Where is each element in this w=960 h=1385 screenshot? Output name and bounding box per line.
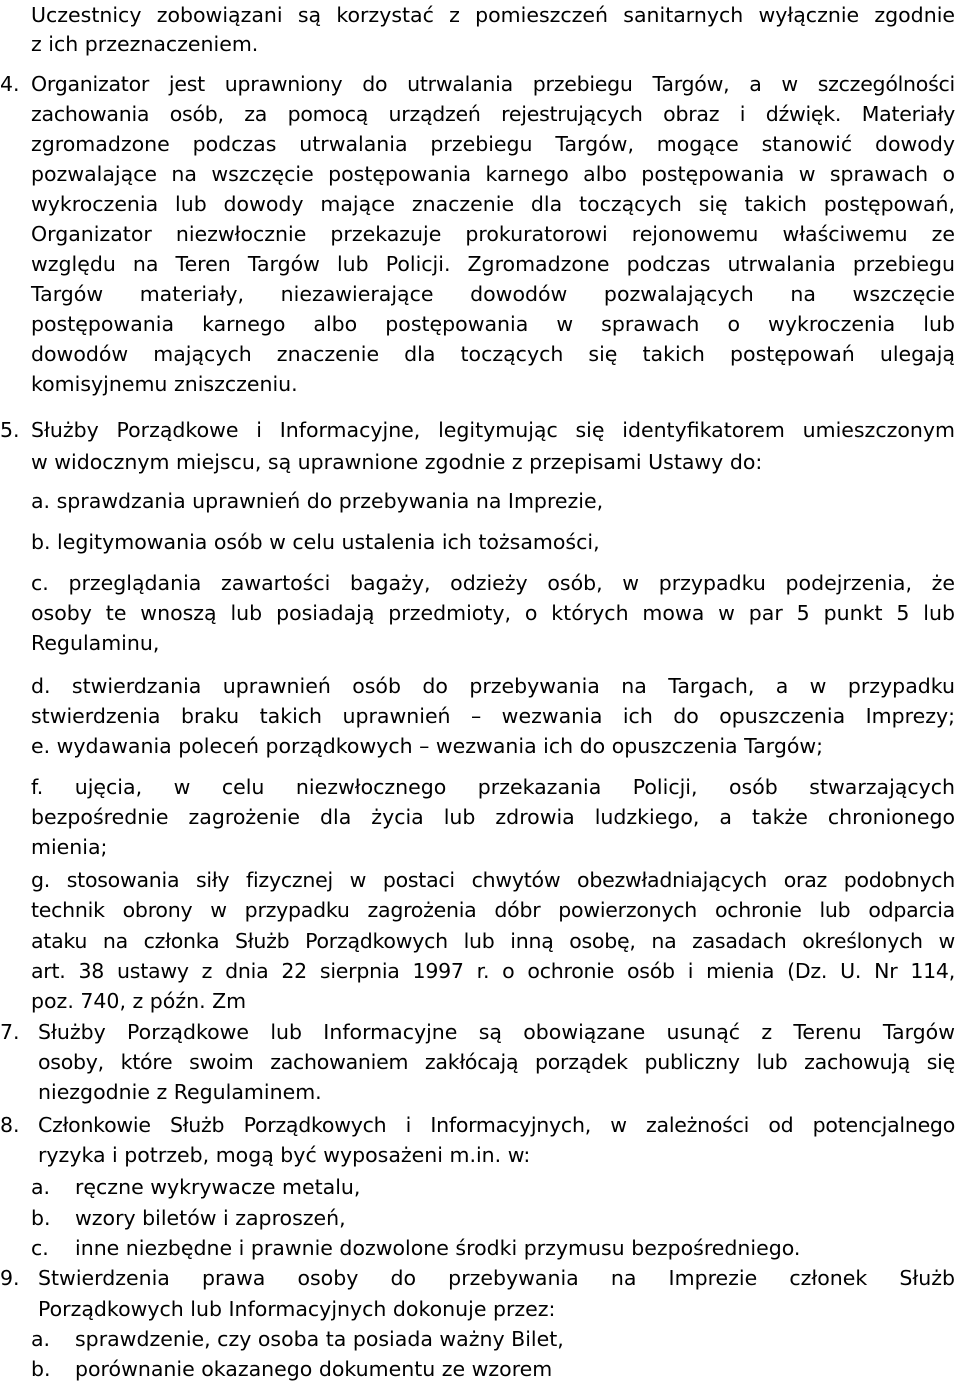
item-number: 5.: [0, 418, 20, 442]
text-line: niezgodnie z Regulaminem.: [38, 1080, 322, 1104]
text-line: postępowania karnego albo postępowania w sprawach o wykroczenia lub: [31, 312, 955, 336]
text-line: Uczestnicy zobowiązani są korzystać z pomieszczeń sanitarnych wyłącznie zgodnie: [31, 3, 955, 27]
text-line: względu na Teren Targów lub Policji. Zgromadzone podczas utrwalania przebiegu: [31, 252, 955, 276]
text-line: porównanie okazanego dokumentu ze wzorem: [75, 1357, 553, 1381]
item-number: 8.: [0, 1113, 20, 1137]
text-line: Organizator niezwłocznie przekazuje prokuratorowi rejonowemu właściwemu ze: [31, 222, 955, 246]
text-line: Regulaminu,: [31, 631, 160, 655]
text-line: bezpośrednie zagrożenie dla życia lub zdrowia ludzkiego, a także chronionego: [31, 805, 955, 829]
text-line: pozwalające na wszczęcie postępowania karnego albo postępowania w sprawach o: [31, 162, 955, 186]
text-line: Służby Porządkowe lub Informacyjne są obowiązane usunąć z Terenu Targów: [38, 1020, 955, 1044]
item-number: 7.: [0, 1020, 20, 1044]
text-line: Targów materiały, niezawierające dowodów pozwalających na wszczęcie: [31, 282, 955, 306]
item-number: 4.: [0, 72, 20, 96]
list-letter: c.: [31, 1236, 49, 1260]
text-line: poz. 740, z późn. Zm: [31, 989, 247, 1013]
text-line: sprawdzenie, czy osoba ta posiada ważny Bilet,: [75, 1327, 564, 1351]
text-line: g. stosowania siły fizycznej w postaci chwytów obezwładniających oraz podobnych: [31, 868, 955, 892]
text-line: e. wydawania poleceń porządkowych – wezwania ich do opuszczenia Targów;: [31, 734, 824, 758]
text-line: f. ujęcia, w celu niezwłocznego przekazania Policji, osób stwarzających: [31, 775, 955, 799]
text-line: z ich przeznaczeniem.: [31, 32, 259, 56]
text-line: Stwierdzenia prawa osoby do przebywania na Imprezie członek Służb: [38, 1266, 955, 1290]
text-line: komisyjnemu zniszczeniu.: [31, 372, 298, 396]
text-line: dowodów mających znaczenie dla toczących się takich postępowań ulegają: [31, 342, 955, 366]
text-line: b. legitymowania osób w celu ustalenia ich tożsamości,: [31, 530, 600, 554]
list-letter: a.: [31, 1327, 51, 1351]
text-line: ręczne wykrywacze metalu,: [75, 1175, 361, 1199]
text-line: wzory biletów i zaproszeń,: [75, 1206, 346, 1230]
text-line: ryzyka i potrzeb, mogą być wyposażeni m.in. w:: [38, 1143, 531, 1167]
text-line: Służby Porządkowe i Informacyjne, legitymując się identyfikatorem umieszczonym: [31, 418, 955, 442]
text-line: Członkowie Służb Porządkowych i Informacyjnych, w zależności od potencjalnego: [38, 1113, 955, 1137]
text-line: a. sprawdzania uprawnień do przebywania na Imprezie,: [31, 489, 604, 513]
list-letter: a.: [31, 1175, 51, 1199]
text-line: mienia;: [31, 835, 108, 859]
text-line: w widocznym miejscu, są uprawnione zgodnie z przepisami Ustawy do:: [31, 450, 763, 474]
text-line: d. stwierdzania uprawnień osób do przebywania na Targach, a w przypadku: [31, 674, 955, 698]
text-line: ataku na członka Służb Porządkowych lub inną osobę, na zasadach określonych w: [31, 929, 955, 953]
item-number: 9.: [0, 1266, 20, 1290]
text-line: stwierdzenia braku takich uprawnień – wezwania ich do opuszczenia Imprezy;: [31, 704, 955, 728]
text-line: osoby te wnoszą lub posiadają przedmioty, o których mowa w par 5 punkt 5 lub: [31, 601, 955, 625]
text-line: Organizator jest uprawniony do utrwalania przebiegu Targów, a w szczególności: [31, 72, 955, 96]
text-line: c. przeglądania zawartości bagaży, odzieży osób, w przypadku podejrzenia, że: [31, 571, 955, 595]
list-letter: b.: [31, 1357, 51, 1381]
text-line: technik obrony w przypadku zagrożenia dóbr powierzonych ochronie lub odparcia: [31, 898, 955, 922]
text-line: zachowania osób, za pomocą urządzeń rejestrujących obraz i dźwięk. Materiały: [31, 102, 955, 126]
text-line: Porządkowych lub Informacyjnych dokonuje przez:: [38, 1297, 556, 1321]
text-line: art. 38 ustawy z dnia 22 sierpnia 1997 r. o ochronie osób i mienia (Dz. U. Nr 114,: [31, 959, 955, 983]
text-line: osoby, które swoim zachowaniem zakłócają porządek publiczny lub zachowują się: [38, 1050, 955, 1074]
list-letter: b.: [31, 1206, 51, 1230]
text-line: inne niezbędne i prawnie dozwolone środki przymusu bezpośredniego.: [75, 1236, 801, 1260]
text-line: zgromadzone podczas utrwalania przebiegu Targów, mogące stanowić dowody: [31, 132, 955, 156]
text-line: wykroczenia lub dowody mające znaczenie dla toczących się takich postępowań,: [31, 192, 955, 216]
